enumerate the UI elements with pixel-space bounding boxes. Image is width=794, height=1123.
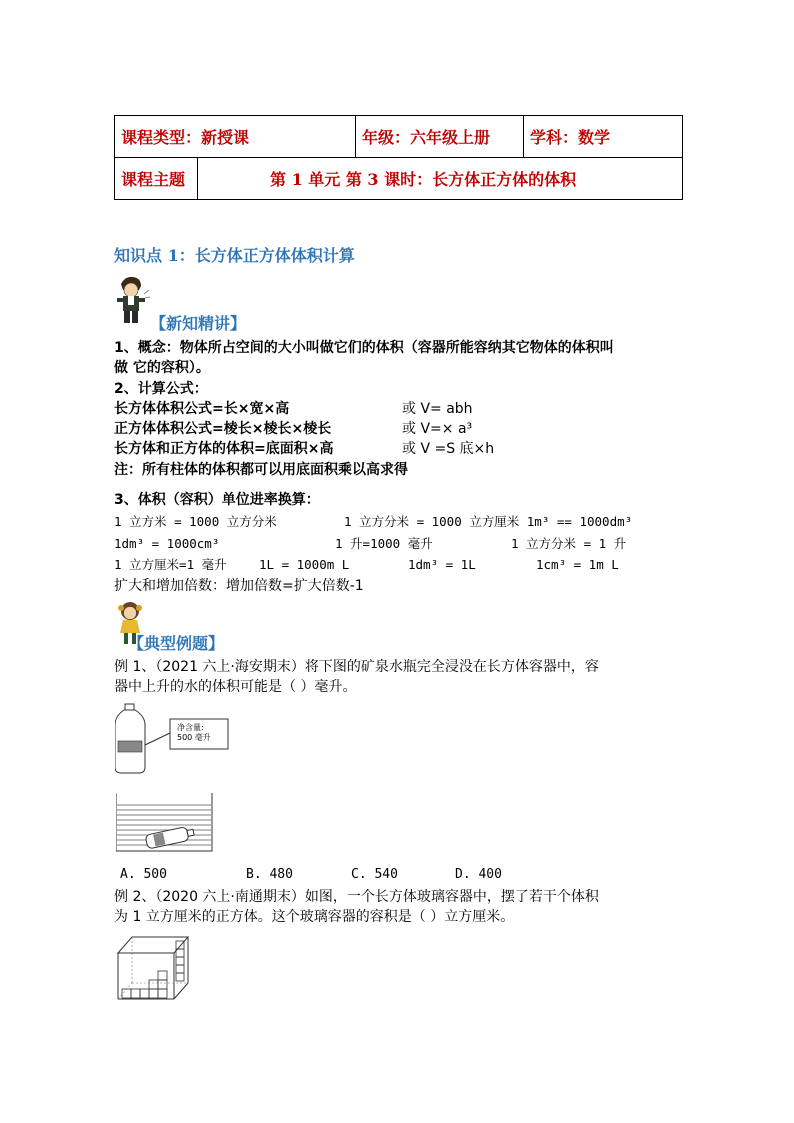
unit-conv-3b: 1L = 1000m L (259, 557, 350, 572)
glass-container-cubes-figure (116, 935, 192, 1001)
unit-conv-2b: 1 升=1000 毫升 (335, 536, 433, 551)
units-title: 3、体积（容积）单位进率换算： (114, 492, 320, 508)
unit-conv-2a: 1dm³ = 1000cm³ (114, 536, 220, 551)
unit-conv-3c: 1dm³ = 1L (408, 557, 476, 572)
unit-conv-3a: 1 立方厘米=1 毫升 (114, 557, 227, 572)
concept-line-1: 1、概念：物体所占空间的大小叫做它们的体积（容器所能容纳其它物体的体积叫 (114, 340, 614, 356)
bottle-label-line-1: 净含量: (177, 723, 204, 732)
option-a: A. 500 (120, 867, 167, 882)
formula-cube-symbolic: 或 V=× a³ (402, 421, 473, 437)
examples-heading: 【典型例题】 (128, 634, 225, 653)
formula-cuboid-symbolic: 或 V= abh (402, 401, 473, 417)
formula-cuboid: 长方体体积公式=长×宽×高 (114, 401, 290, 417)
expand-rule: 扩大和增加倍数：增加倍数=扩大倍数-1 (114, 578, 364, 594)
formula-base-height: 长方体和正方体的体积=底面积×高 (114, 441, 334, 457)
new-knowledge-heading: 【新知精讲】 (150, 314, 247, 333)
example-1-line-1: 例 1、（2021 六上·海安期末）将下图的矿泉水瓶完全浸没在长方体容器中，容 (114, 659, 599, 675)
bottle-label-line-2: 500 毫升 (177, 733, 211, 742)
cartoon-boy-icon (111, 274, 151, 326)
example-2-line-2: 为 1 立方厘米的正方体。这个玻璃容器的容积是（ ）立方厘米。 (114, 909, 515, 925)
example-1-line-2: 器中上升的水的体积可能是（ ）毫升。 (114, 679, 357, 695)
topic-label-cell: 课程主题 (115, 158, 198, 200)
course-topic-table (114, 157, 683, 200)
formula-cube: 正方体体积公式=棱长×棱长×棱长 (114, 421, 332, 437)
unit-conv-1b: 1 立方分米 = 1000 立方厘米 1m³ == 1000dm³ (344, 514, 633, 529)
unit-conv-3d: 1cm³ = 1m L (536, 557, 619, 572)
bottle-label (177, 723, 211, 743)
unit-conv-2c: 1 立方分米 = 1 升 (511, 536, 627, 551)
option-b: B. 480 (246, 867, 293, 882)
formula-title: 2、计算公式： (114, 381, 208, 397)
course-header-table (114, 115, 683, 158)
grade-cell: 年级：六年级上册 (356, 116, 524, 158)
formula-note: 注：所有柱体的体积都可以用底面积乘以高求得 (114, 462, 408, 478)
option-c: C. 540 (351, 867, 398, 882)
example-2-line-1: 例 2、（2020 六上·南通期末）如图，一个长方体玻璃容器中，摆了若干个体积 (114, 889, 599, 905)
container-submerged-figure (116, 793, 216, 853)
option-d: D. 400 (455, 867, 502, 882)
formula-base-height-symbolic: 或 V =S 底×h (402, 441, 495, 457)
topic-value-cell: 第 1 单元 第 3 课时：长方体正方体的体积 (198, 158, 683, 200)
course-type-cell: 课程类型：新授课 (115, 116, 356, 158)
subject-cell: 学科：数学 (524, 116, 683, 158)
unit-conv-1a: 1 立方米 = 1000 立方分米 (114, 514, 277, 529)
concept-line-2: 做 它的容积）。 (114, 360, 210, 376)
knowledge-point-title: 知识点 1：长方体正方体体积计算 (114, 246, 355, 265)
